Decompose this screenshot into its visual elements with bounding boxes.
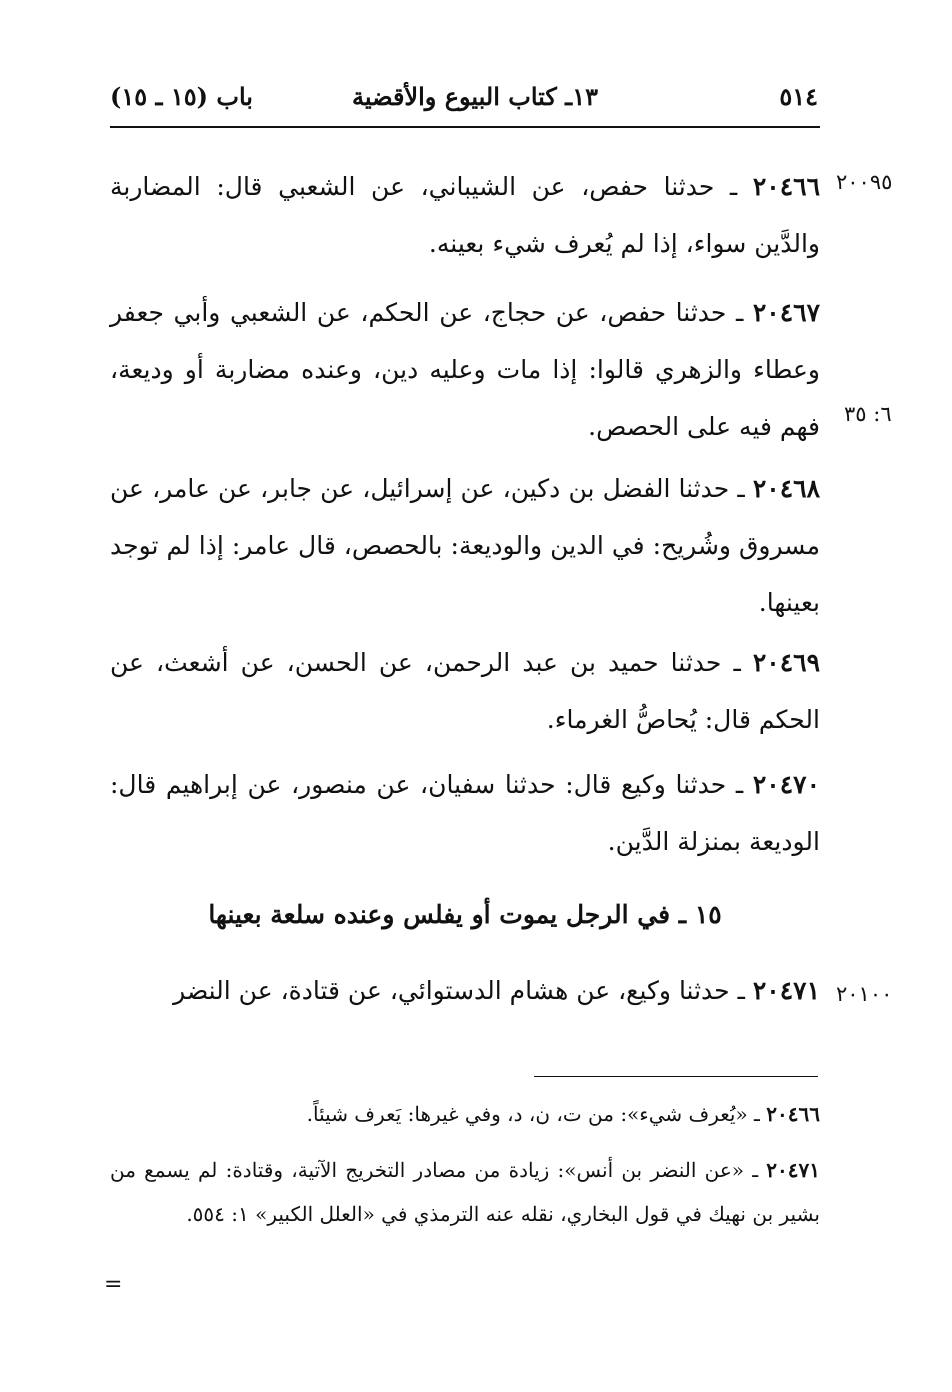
footnote [110,1148,820,1236]
hadith-paragraph [110,756,820,870]
header-rule [110,126,820,128]
running-header [110,82,818,122]
hadith-number: ٢٠٤٧٠ [752,770,820,799]
hadith-paragraph [110,158,820,272]
book-title: ١٣ـ كتاب البيوع والأقضية [352,82,598,111]
hadith-text: ـ حدثنا وكيع، عن هشام الدستوائي، عن قتادة، عن النضر [173,976,753,1005]
hadith-number: ٢٠٤٦٩ [752,648,820,677]
continuation-mark: = [104,1272,123,1297]
margin-number: ٢٠٠٩٥ [836,170,893,194]
hadith-paragraph [110,284,820,455]
hadith-paragraph [110,962,820,1019]
hadith-text: ـ حدثنا حميد بن عبد الرحمن، عن الحسن، عن أشعث، عن الحكم قال: يُحاصُّ الغرماء. [110,648,820,734]
section-heading: ١٥ ـ في الرجل يموت أو يفلس وعنده سلعة بعينها [208,900,722,929]
margin-volume-reference: ٦: ٣٥ [844,402,892,426]
footnote-number: ٢٠٤٦٦ [766,1102,820,1126]
footnote-text: ـ «يُعرف شيء»: من ت، ن، د، وفي غيرها: يَعرف شيئاً. [306,1102,767,1126]
hadith-paragraph [110,460,820,631]
margin-number: ٢٠١٠٠ [836,982,893,1006]
hadith-number: ٢٠٤٧١ [752,976,820,1005]
footnote [110,1092,820,1136]
hadith-number: ٢٠٤٦٦ [752,172,820,201]
hadith-number: ٢٠٤٦٨ [752,474,820,503]
page-number: ٥١٤ [779,82,818,111]
hadith-text: ـ حدثنا حفص، عن الشيباني، عن الشعبي قال: المضاربة والدَّين سواء، إذا لم يُعرف شيء بعينه. [110,172,820,258]
footnote-number: ٢٠٤٧١ [766,1158,820,1182]
hadith-text: ـ حدثنا وكيع قال: حدثنا سفيان، عن منصور، عن إبراهيم قال: الوديعة بمنزلة الدَّين. [110,770,820,856]
footnote-text: ـ «عن النضر بن أنس»: زيادة من مصادر التخريج الآتية، وقتادة: لم يسمع من بشير بن نهيك في قول البخاري، نقله عنه الترمذي في «العلل الكبير» ١: ٥٥٤. [110,1158,820,1226]
hadith-text: ـ حدثنا الفضل بن دكين، عن إسرائيل، عن جابر، عن عامر، عن مسروق وشُريح: في الدين والوديعة: بالحصص، قال عامر: إذا لم توجد بعينها. [110,474,820,617]
footnote-rule [534,1076,818,1077]
hadith-paragraph [110,634,820,748]
hadith-text: ـ حدثنا حفص، عن حجاج، عن الحكم، عن الشعبي وأبي جعفر وعطاء والزهري قالوا: إذا مات وعليه دين، وعنده مضاربة أو وديعة، فهم فيه على الحصص. [110,298,820,441]
chapter-reference: باب (١٥ ـ ١٥) [110,82,253,111]
hadith-number: ٢٠٤٦٧ [752,298,820,327]
